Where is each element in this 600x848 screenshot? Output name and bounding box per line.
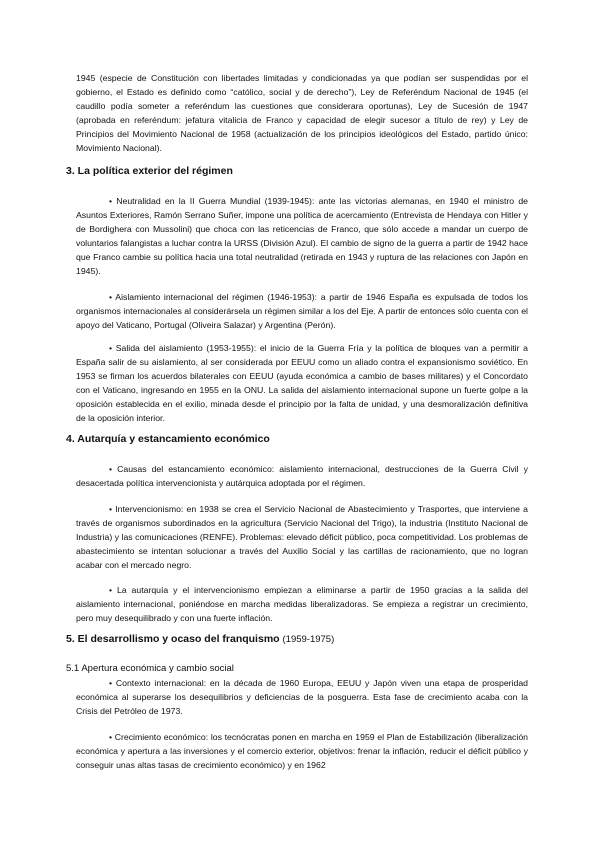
- section-5-paragraph-2: • Crecimiento económico: los tecnócratas ponen en marcha en 1959 el Plan de Estabilización (liberalización económica y apertura a las inversiones y el comercio exterior, objetivos: frenar la inflación, reducir el déficit público y conseguir unas altas tasas de crecimiento económico) y en 1962: [76, 732, 528, 770]
- section-5-paragraph-1: • Contexto internacional: en la década de 1960 Europa, EEUU y Japón viven una etapa de prosperidad económica al superarse los desequilibrios y deficiencias de la posguerra. Esta fase de crecimiento acaba con la Crisis del Petróleo de 1973.: [76, 678, 528, 716]
- section-4-paragraph-1: • Causas del estancamiento económico: aislamiento internacional, destrucciones de la Guerra Civil y desacertada política intervencionista y autárquica adoptada por el régimen.: [76, 464, 528, 488]
- section-5-heading: [66, 633, 334, 645]
- section-3-heading: 3. La política exterior del régimen: [66, 165, 233, 177]
- section-4-heading: 4. Autarquía y estancamiento económico: [66, 433, 270, 445]
- section-3-paragraph-3: • Salida del aislamiento (1953-1955): el inicio de la Guerra Fría y la política de bloques van a permitir a España salir de su aislamiento, al ser considerada por EEUU como un aliado contra el expansionismo soviético. En 1953 se firman los acuerdos bilaterales con EEUU (ayuda económica a cambio de bases militares) y el Concordato con el Vaticano, ingresando en 1955 en la ONU. La salida del aislamiento internacional supone un fuerte golpe a la oposición establecida en el exilio, minada desde el principio por la falta de unidad, y una desmoralización definitiva de la oposición interior.: [76, 343, 528, 423]
- section-5-title: 5. El desarrollismo y ocaso del franquismo: [66, 633, 280, 645]
- section-4-paragraph-3: • La autarquía y el intervencionismo empiezan a eliminarse a partir de 1950 gracias a la salida del aislamiento internacional, poniéndose en marcha medidas liberalizadoras. Se empieza a registrar un crecimiento, pero muy desequilibrado y con una fuerte inflación.: [76, 585, 528, 623]
- section-3-paragraph-2: • Aislamiento internacional del régimen (1946-1953): a partir de 1946 España es expulsada de todos los organismos internacionales al considerársela un régimen similar a los del Eje. A partir de entonces sólo cuenta con el apoyo del Vaticano, Portugal (Oliveira Salazar) y Argentina (Perón).: [76, 292, 528, 330]
- section-3-paragraph-1: • Neutralidad en la II Guerra Mundial (1939-1945): ante las victorias alemanas, en 1940 el ministro de Asuntos Exteriores, Ramón Serrano Suñer, impone una política de acercamiento (Entrevista de Hendaya con Hitler y de Bordighera con Mussolini) que choca con las reticencias de Franco, que sólo accede a mandar un cuerpo de voluntarios falangistas a luchar contra la URSS (División Azul). El cambio de signo de la guerra a partir de 1942 hace que Franco cambie su política hacia una total neutralidad (retirada en 1943 y ruptura de las relaciones con Japón en 1945).: [76, 196, 528, 276]
- section-4-paragraph-2: • Intervencionismo: en 1938 se crea el Servicio Nacional de Abastecimiento y Trasportes, que interviene a través de organismos subordinados en la agricultura (Servicio Nacional del Trigo), la industria (Instituto Nacional de Industria) y las comunicaciones (RENFE). Problemas: elevado déficit público, poca competitividad. Los problemas de abastecimiento se intentan solucionar a través del Auxilio Social y las cartillas de racionamiento, que no logran acabar con el mercado negro.: [76, 504, 528, 570]
- intro-paragraph: 1945 (especie de Constitución con libertades limitadas y condicionadas ya que podían ser suspendidas por el gobierno, el Estado es definido como “católico, social y de derecho”), Ley de Referéndum Nacional de 1945 (el caudillo podía someter a referéndum las cuestiones que considerara oportunas), Ley de Sucesión de 1947 (aprobada en referéndum: jefatura vitalicia de Franco y capacidad de elegir sucesor a título de rey) y Ley de Principios del Movimiento Nacional de 1958 (actualización de los principios ideológicos del Estado, partido único: Movimiento Nacional).: [76, 73, 528, 153]
- section-5-dates: (1959-1975): [282, 634, 335, 645]
- subsection-5-1-heading: 5.1 Apertura económica y cambio social: [66, 663, 234, 674]
